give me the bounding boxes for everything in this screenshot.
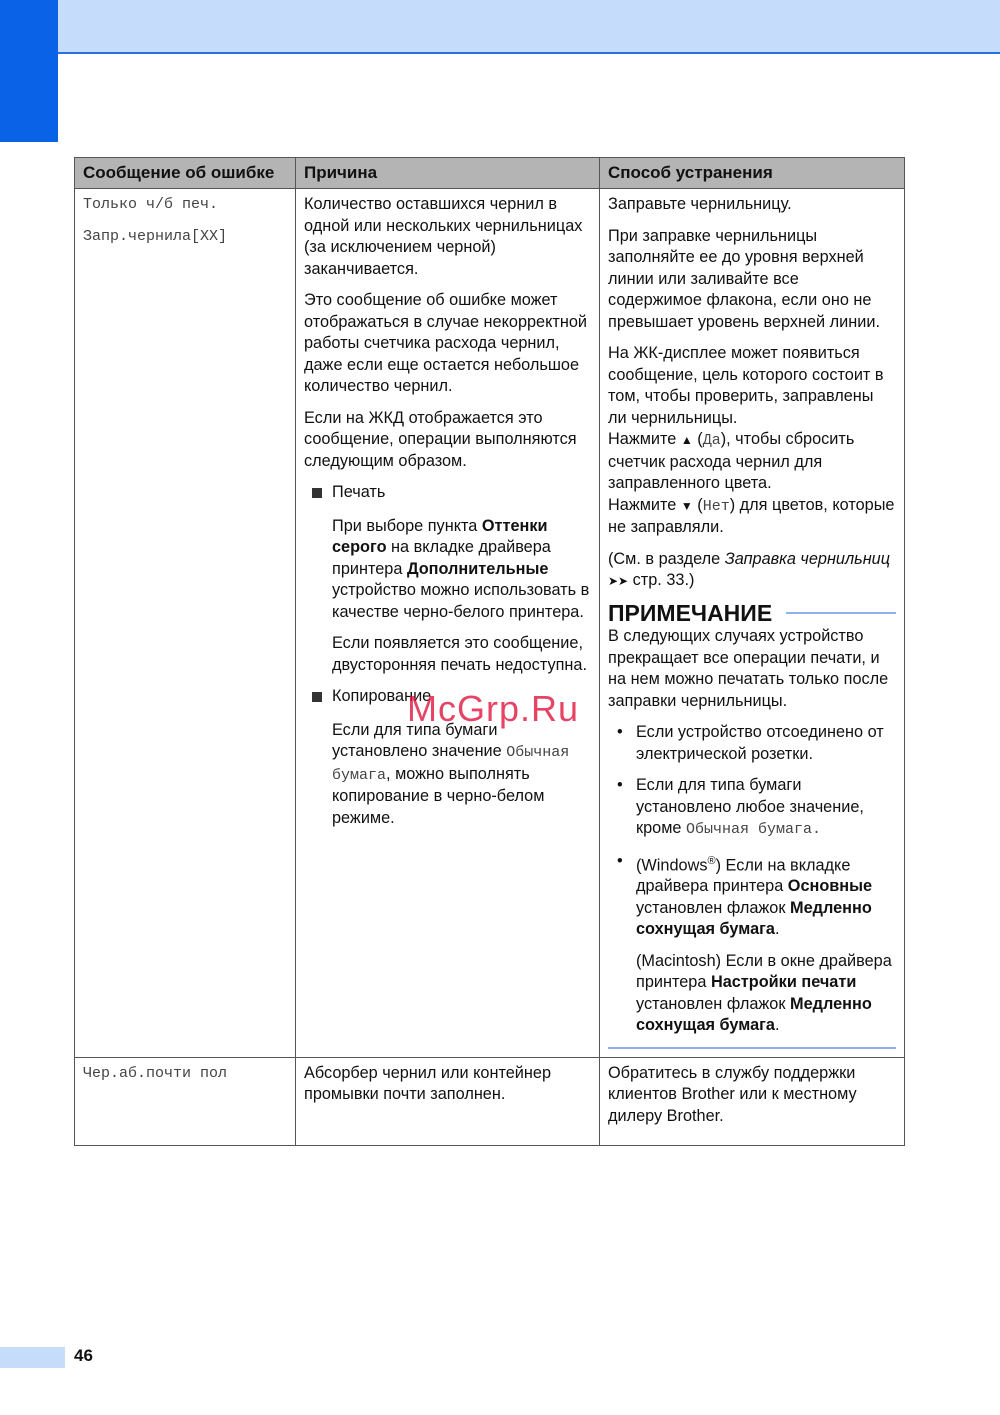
col-header-solution: Способ устранения xyxy=(600,158,905,189)
table-row xyxy=(75,189,905,1058)
cause-text: Это сообщение об ошибке может отображаться в случае некорректной работы счетчика расхода чернил, даже если еще остается небольшое количество чернил. xyxy=(304,291,588,395)
list-item: • Если для типа бумаги установлено любое значение, кроме Обычная бумага. xyxy=(617,776,864,838)
note-text: В следующих случаях устройство прекращает все операции печати, и на нем можно печатать только после заправки чернильницы. xyxy=(608,627,889,710)
footer-band xyxy=(0,1347,65,1368)
solution-text: Заправьте чернильницу. xyxy=(608,195,792,213)
header-band xyxy=(58,0,1000,54)
note-divider xyxy=(608,1047,896,1049)
col-header-cause: Причина xyxy=(296,158,600,189)
error-message: Только ч/б печ. xyxy=(83,196,219,213)
bullet-icon: • xyxy=(617,776,623,794)
table-header-row xyxy=(75,158,905,189)
list-item: (Macintosh) Если в окне драйвера принтера Настройки печати установлен флажок Медленно сохнущая бумага. xyxy=(636,951,892,1035)
error-cell xyxy=(75,1057,296,1146)
note-heading: ПРИМЕЧАНИЕ xyxy=(608,603,896,625)
down-arrow-icon: ▼ xyxy=(680,498,693,513)
solution-text: На ЖК-дисплее может появиться сообщение, цель которого состоит в том, чтобы проверить, заправлены ли чернильницы. Нажмите ▲ (Да), чтобы сбросить счетчик расхода чернил для заправленного цвета. Нажмите ▼ (Нет) для цветов, которые не заправляли. xyxy=(608,344,895,536)
error-message: Запр.чернила[XX] xyxy=(83,227,228,245)
up-arrow-icon: ▲ xyxy=(680,433,693,447)
error-message: Чер.аб.почти пол xyxy=(83,1064,228,1082)
list-item: • (Windows®) Если на вкладке драйвера принтера Основные установлен флажок Медленно сохнущая бумага. xyxy=(617,851,873,939)
table-row xyxy=(75,1057,905,1146)
double-arrow-icon: ➤➤ xyxy=(608,574,629,588)
list-item-label: Копирование xyxy=(332,687,432,705)
list-item xyxy=(304,482,591,504)
square-bullet-icon xyxy=(312,692,322,702)
page-number: 46 xyxy=(74,1346,93,1365)
cause-text: Количество оставшихся чернил в одной или нескольких чернильницах (за исключением черной) заканчивается. xyxy=(304,195,583,278)
cross-reference: (См. в разделе Заправка чернильниц ➤➤ стр. 33.) xyxy=(608,549,891,589)
solution-cell xyxy=(600,1057,905,1146)
print-paragraph: При выборе пункта Оттенки серого на вкладке драйвера принтера Дополнительные устройство можно использовать в качестве черно-белого принтера. xyxy=(332,516,590,621)
solution-text: Обратитесь в службу поддержки клиентов Brother или к местному дилеру Brother. xyxy=(608,1063,857,1125)
corner-tab xyxy=(0,0,58,142)
print-paragraph: Если появляется это сообщение, двусторонняя печать недоступна. xyxy=(332,634,587,674)
error-table xyxy=(74,157,905,1146)
solution-text: При заправке чернильницы заполняйте ее до уровня верхней линии или заливайте все содержимое флакона, если оно не превышает уровень верхней линии. xyxy=(608,226,880,331)
cause-cell xyxy=(296,189,600,1058)
bullet-icon: • xyxy=(617,851,623,870)
list-item: • Если устройство отсоединено от электрической розетки. xyxy=(617,723,884,763)
copy-paragraph: Если для типа бумаги установлено значение Обычная бумага, можно выполнять копирование в черно-белом режиме. xyxy=(332,720,570,827)
cause-text: Если на ЖКД отображается это сообщение, операции выполняются следующим образом. xyxy=(304,408,577,470)
col-header-error: Сообщение об ошибке xyxy=(75,158,296,189)
bullet-icon: • xyxy=(617,723,623,741)
watermark: McGrp.Ru xyxy=(407,688,580,729)
solution-cell xyxy=(600,189,905,1058)
cause-text: Абсорбер чернил или контейнер промывки почти заполнен. xyxy=(304,1063,552,1104)
error-cell xyxy=(75,189,296,1058)
list-item-label: Печать xyxy=(332,483,386,501)
cause-cell xyxy=(296,1057,600,1146)
square-bullet-icon xyxy=(312,488,322,498)
